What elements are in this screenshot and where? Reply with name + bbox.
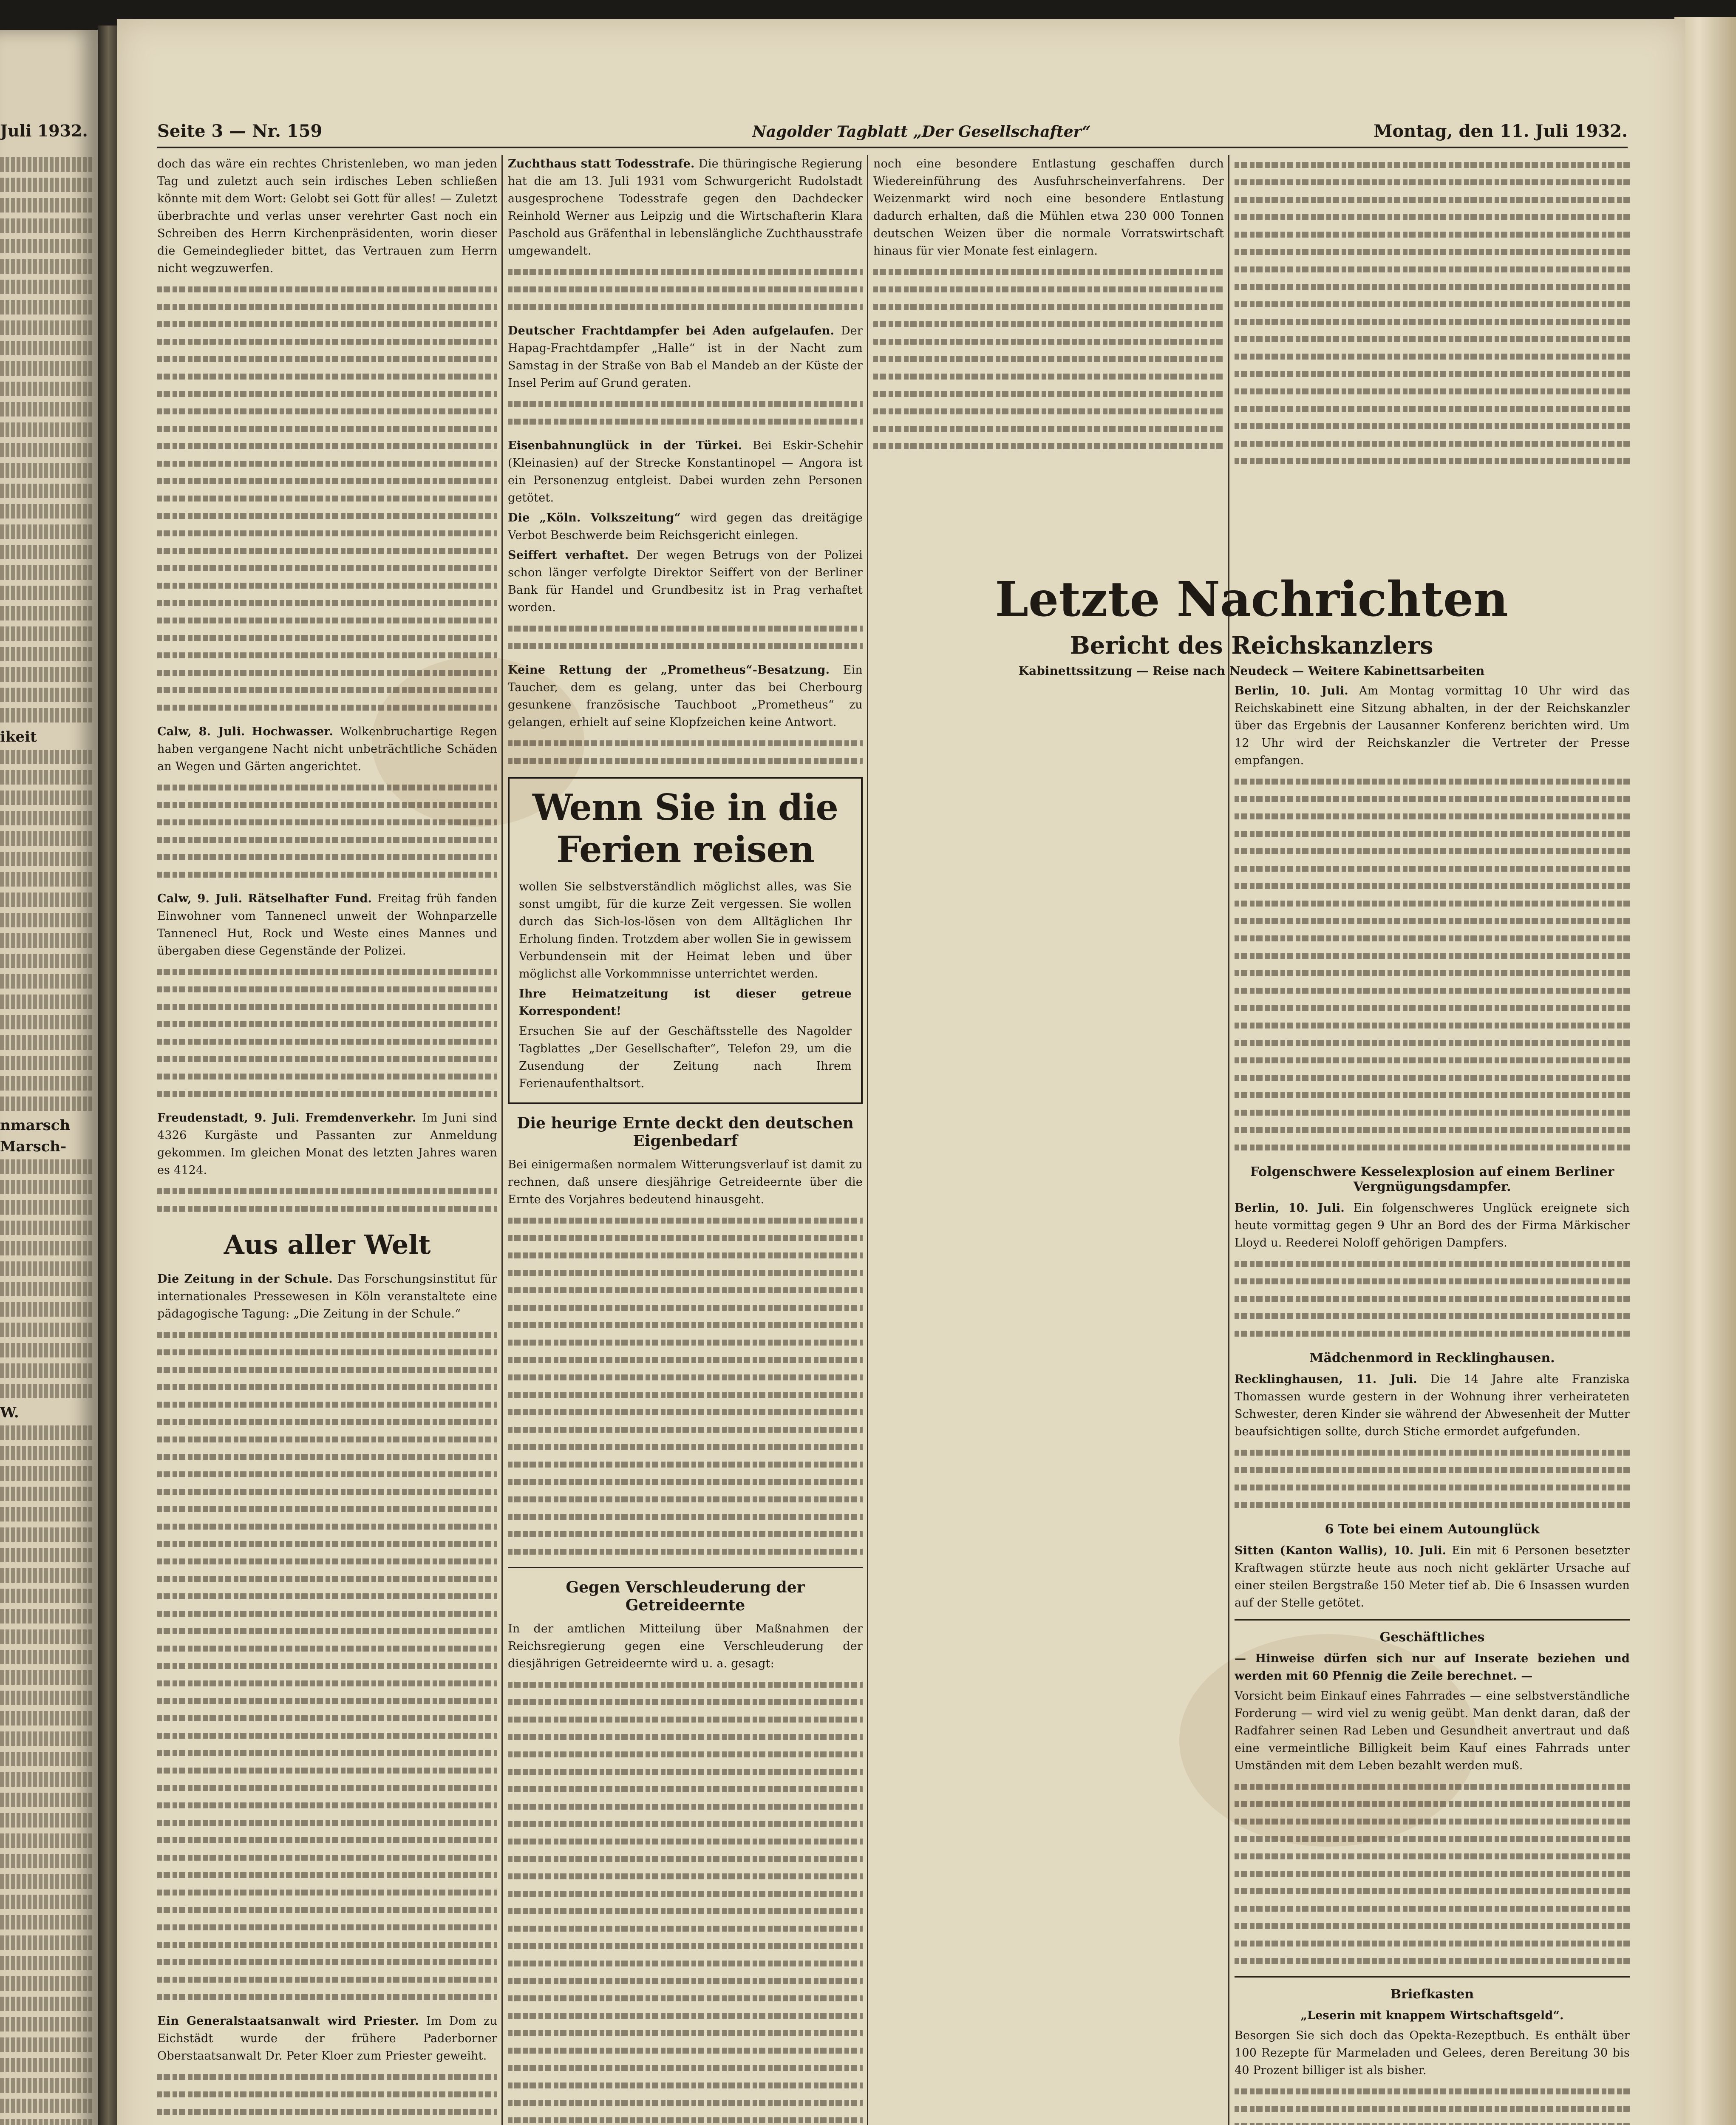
latest-news-heading: Letzte Nachrichten (995, 572, 1508, 627)
article-text (157, 2067, 497, 2119)
column-1 (157, 155, 497, 2125)
notice-text: Ersuchen Sie auf der Geschäftsstelle des Nagolder Tagblattes „Der Gesellschafter“, Telefon 29, um die Zusendung der Zeitung nach Ihrem Ferienaufenthaltsort. (519, 1025, 852, 1090)
article-text (508, 394, 863, 429)
news-item-keyword: Fremdenverkehr. (305, 1111, 416, 1125)
section-divider (1235, 1619, 1630, 1621)
news-item-text: Der Hapag-Frachtdampfer „Halle“ ist in der Nacht zum Samstag in der Straße von Bab el Mandeb an der Küste der Insel Perim auf Grund geraten. (508, 324, 863, 390)
news-item (157, 723, 497, 775)
news-item-dateline: Berlin, 10. Juli. (1235, 1201, 1345, 1215)
article-text (508, 1211, 863, 1559)
news-item-text: Ein folgenschweres Unglück ereignete sich heute vormittag gegen 9 Uhr an Bord des der Firma Märkischer Lloyd u. Reederei Noloff gehörigen Dampfers. (1235, 1201, 1630, 1250)
article-subheadline: Kabinettssitzung — Reise nach Neudeck — Weitere Kabinettsarbeiten (1018, 664, 1485, 678)
news-item (157, 2012, 497, 2065)
page-number: Seite 3 — Nr. 159 (157, 121, 323, 141)
article-text (157, 1325, 497, 2005)
news-item-dateline: Calw, 9. Juli. (157, 892, 243, 905)
news-item-text: Das Forschungsinstitut für internationales Pressewesen in Köln veranstaltete eine pädagogische Tagung: „Die Zeitung in der Schule.“ (157, 1272, 497, 1320)
previous-page-edge (0, 30, 98, 2125)
news-item (1235, 1371, 1630, 1440)
article-headline: Die heurige Ernte deckt den deutschen Eigenbedarf (517, 1114, 854, 1150)
previous-page-fragment: ikeit (0, 728, 37, 745)
section-heading: Aus aller Welt (224, 1229, 431, 1260)
article-headline: Bericht des Reichskanzlers (1070, 632, 1433, 660)
news-item (1235, 1542, 1630, 1612)
news-item (508, 661, 863, 731)
column-4-top (1235, 155, 1630, 476)
article-text (157, 778, 497, 882)
previous-page-header: Juli 1932. (0, 121, 88, 140)
news-item-text: Ein mit 6 Personen besetzter Kraftwagen stürzte heute aus noch nicht geklärter Ursache auf einer steilen Bergstraße 150 Meter tief ab. Die 6 Insassen wurden auf der Stelle getötet. (1235, 1544, 1630, 1609)
news-item-text: Freitag früh fanden Einwohner vom Tannenecl unweit der Wohnparzelle Tannenecl Hut, Rock und Weste eines Mannes und übergaben diese Gegenstände der Polizei. (157, 892, 497, 958)
notice-emphasis: Ihre Heimatzeitung ist dieser getreue Korrespondent! (519, 987, 852, 1018)
news-item-dateline: Recklinghausen, 11. Juli. (1235, 1373, 1417, 1386)
news-item (157, 890, 497, 960)
news-item-headline: Die „Köln. Volkszeitung“ (508, 511, 681, 524)
article-paragraph: Bei einigermaßen normalem Witterungsverlauf ist damit zu rechnen, daß unsere diesjährige Getreideernte über die Ernte des Vorjahres bedeutend hinausgeht. (508, 1158, 863, 1206)
previous-page-fragment: W. (0, 1404, 19, 1421)
article-text (1235, 772, 1630, 1155)
article-text (1235, 2082, 1630, 2125)
section-divider (508, 1567, 863, 1568)
article-headline: 6 Tote bei einem Autounglück (1325, 1522, 1540, 1537)
article-text (1235, 1443, 1630, 1513)
news-item-headline: Die Zeitung in der Schule. (157, 1272, 333, 1286)
article-text (508, 734, 863, 768)
news-item-headline: Keine Rettung der „Prometheus“-Besatzung. (508, 663, 830, 677)
article-paragraph: noch eine besondere Entlastung geschaffen durch Wiedereinführung des Ausfuhrscheinverfahrens. Der Weizenmarkt wird noch eine besondere Entlastung dadurch erhalten, daß die Mühlen etwa 230 000 Tonnen deutschen Weizen über die normale Vorratswirtschaft hinaus für vier Monate fest einlagern. (873, 157, 1224, 258)
subscription-notice (508, 777, 863, 1104)
article-text (1235, 155, 1630, 469)
column-2 (508, 155, 863, 2125)
business-heading: Geschäftliches (1379, 1630, 1485, 1645)
article-paragraph: Besorgen Sie sich doch das Opekta-Rezeptbuch. Es enthält über 100 Rezepte für Marmeladen und Gelees, deren Bereitung 30 bis 40 Prozent billiger ist als bisher. (1235, 2029, 1630, 2077)
issue-date: Montag, den 11. Juli 1932. (1374, 121, 1628, 141)
latest-news-block (873, 555, 1630, 686)
article-headline: Mädchenmord in Recklinghausen. (1309, 1351, 1555, 1366)
article-text (508, 619, 863, 654)
news-item-keyword: Rätselhafter Fund. (248, 892, 372, 905)
notice-headline: Wenn Sie in die Ferien reisen (532, 786, 838, 870)
news-item (508, 155, 863, 260)
news-item-keyword: Hochwasser. (252, 725, 333, 738)
news-item (508, 437, 863, 507)
page-header (157, 117, 1628, 148)
news-item-headline: Zuchthaus statt Todesstrafe. (508, 157, 695, 170)
news-item-headline: Deutscher Frachtdampfer bei Aden aufgelaufen. (508, 324, 835, 337)
article-headline: Gegen Verschleuderung der Getreideernte (566, 1578, 805, 1614)
news-item-text: wird gegen das dreitägige Verbot Beschwerde beim Reichsgericht einlegen. (508, 511, 863, 542)
article-headline: Folgenschwere Kesselexplosion auf einem Berliner Vergnügungsdampfer. (1250, 1164, 1614, 1194)
news-item-text: Im Dom zu Eichstädt wurde der frühere Paderborner Oberstaatsanwalt Dr. Peter Kloer zum Priester geweiht. (157, 2014, 497, 2063)
news-item (1235, 682, 1630, 769)
article-text (157, 1182, 497, 1216)
news-item-text: Wolkenbruchartige Regen haben vergangene Nacht nicht unbeträchtliche Schäden an Wegen und Gärten angerichtet. (157, 725, 497, 773)
section-divider (1235, 1976, 1630, 1978)
news-item (508, 322, 863, 392)
previous-page-fragment: nmarsch (0, 1117, 71, 1134)
news-item (1235, 1199, 1630, 1252)
news-item-text: Bei Eskir-Schehir (Kleinasien) auf der Strecke Konstantinopel — Angora ist ein Personenzug entgleist. Dabei wurden zehn Personen getötet. (508, 439, 863, 504)
news-item-text: Der wegen Betrugs von der Polizei schon länger verfolgte Direktor Seiffert von der Berliner Bank für Handel und Grundbesitz ist in Prag verhaftet worden. (508, 549, 863, 614)
article-paragraph: doch das wäre ein rechtes Christenleben, wo man jeden Tag und zuletzt auch sein irdisches Leben schließen könnte mit dem Wort: Gelobt sei Gott für alles! — Zuletzt überbrachte und verlas unser verehrter Gast noch ein Schreiben des Herrn Kirchenpräsidenten, worin dieser die Gemeindeglieder bittet, das Vertrauen zum Herrn nicht wegzuwerfen. (157, 157, 497, 275)
article-text (508, 262, 863, 314)
newspaper-page (117, 19, 1685, 2125)
news-item-headline: Ein Generalstaatsanwalt wird Priester. (157, 2014, 419, 2028)
news-item-headline: Eisenbahnunglück in der Türkei. (508, 439, 742, 452)
news-item-dateline: Berlin, 10. Juli. (1235, 684, 1348, 697)
news-item (508, 509, 863, 544)
article-text (157, 280, 497, 715)
article-paragraph: In der amtlichen Mitteilung über Maßnahmen der Reichsregierung gegen eine Verschleuderung der diesjährigen Getreideernte wird u. a. gesagt: (508, 1622, 863, 1670)
article-paragraph: Vorsicht beim Einkauf eines Fahrrades — eine selbstverständliche Forderung — wird viel zu wenig geübt. Man denkt daran, daß der Radfahrer seinen Rad Leben und Gesundheit anvertraut und daß eine vermeintliche Billigkeit beim Kauf eines Fahrrads unter Umständen mit dem Leben bezahlt werden muß. (1235, 1689, 1630, 1772)
column-rule (867, 155, 868, 2125)
notice-text: wollen Sie selbstverständlich möglichst alles, was Sie sonst umgibt, für die kurze Zeit vergessen. Sie wollen durch das Sich-los-lösen von dem Alltäglichen Ihr Erholung finden. Trotzdem aber wollen Sie in gewissem Verbundensein mit der Heimat leben und über möglichst alle Vorkommnisse unterrichtet werden. (519, 880, 852, 980)
news-item-text: Im Juni sind 4326 Kurgäste und Passanten zur Anmeldung gekommen. Im gleichen Monat des letzten Jahres waren es 4124. (157, 1111, 497, 1177)
article-text (508, 1675, 863, 2125)
letters-subheading: „Leserin mit knappem Wirtschaftsgeld“. (1300, 2009, 1564, 2022)
article-text (1235, 1254, 1630, 1341)
column-4 (1235, 682, 1630, 2125)
news-item-text: Die thüringische Regierung hat die am 13. Juli 1931 vom Schwurgericht Rudolstadt ausgesprochene Todesstrafe gegen den Dachdecker Reinhold Werner aus Leipzig und die Wirtschafterin Klara Paschold aus Gräfenthal in lebenslängliche Zuchthausstrafe umgewandelt. (508, 157, 863, 258)
article-text (157, 962, 497, 1102)
news-item-dateline: Calw, 8. Juli. (157, 725, 245, 738)
news-item (508, 547, 863, 616)
news-item-dateline: Sitten (Kanton Wallis), 10. Juli. (1235, 1544, 1447, 1557)
news-item (157, 1270, 497, 1323)
previous-page-text (0, 157, 98, 2125)
article-text (873, 262, 1224, 454)
news-item-text: Die 14 Jahre alte Franziska Thomassen wurde gestern in der Wohnung ihrer verheirateten Schwester, deren Kinder sie während der Abwesenheit der Mutter beaufsichtigen sollte, durch Stiche ermordet aufgefunden. (1235, 1373, 1630, 1438)
previous-page-fragment: Marsch- (0, 1138, 67, 1155)
column-rule (501, 155, 503, 2125)
news-item-text: Ein Taucher, dem es gelang, unter das bei Cherbourg gesunkene französische Tauchboot „Prometheus“ zu gelangen, erhielt auf seine Klopfzeichen keine Antwort. (508, 663, 863, 729)
business-note: — Hinweise dürfen sich nur auf Inserate beziehen und werden mit 60 Pfennig die Zeile berechnet. — (1235, 1652, 1630, 1683)
letters-heading: Briefkasten (1390, 1987, 1474, 2002)
news-item (157, 1109, 497, 1179)
column-3-top (873, 155, 1224, 454)
newspaper-title: Nagolder Tagblatt „Der Gesellschafter“ (752, 123, 1091, 141)
article-text (1235, 1777, 1630, 1969)
news-item-text: Am Montag vormittag 10 Uhr wird das Reichskabinett eine Sitzung abhalten, in der der Reichskanzler über das Ergebnis der Lausanner Konferenz berichten wird. Um 12 Uhr wird der Reichskanzler die Vertreter der Presse empfangen. (1235, 684, 1630, 767)
news-item-dateline: Freudenstadt, 9. Juli. (157, 1111, 300, 1125)
book-gutter (98, 26, 119, 2125)
news-item-headline: Seiffert verhaftet. (508, 549, 629, 562)
